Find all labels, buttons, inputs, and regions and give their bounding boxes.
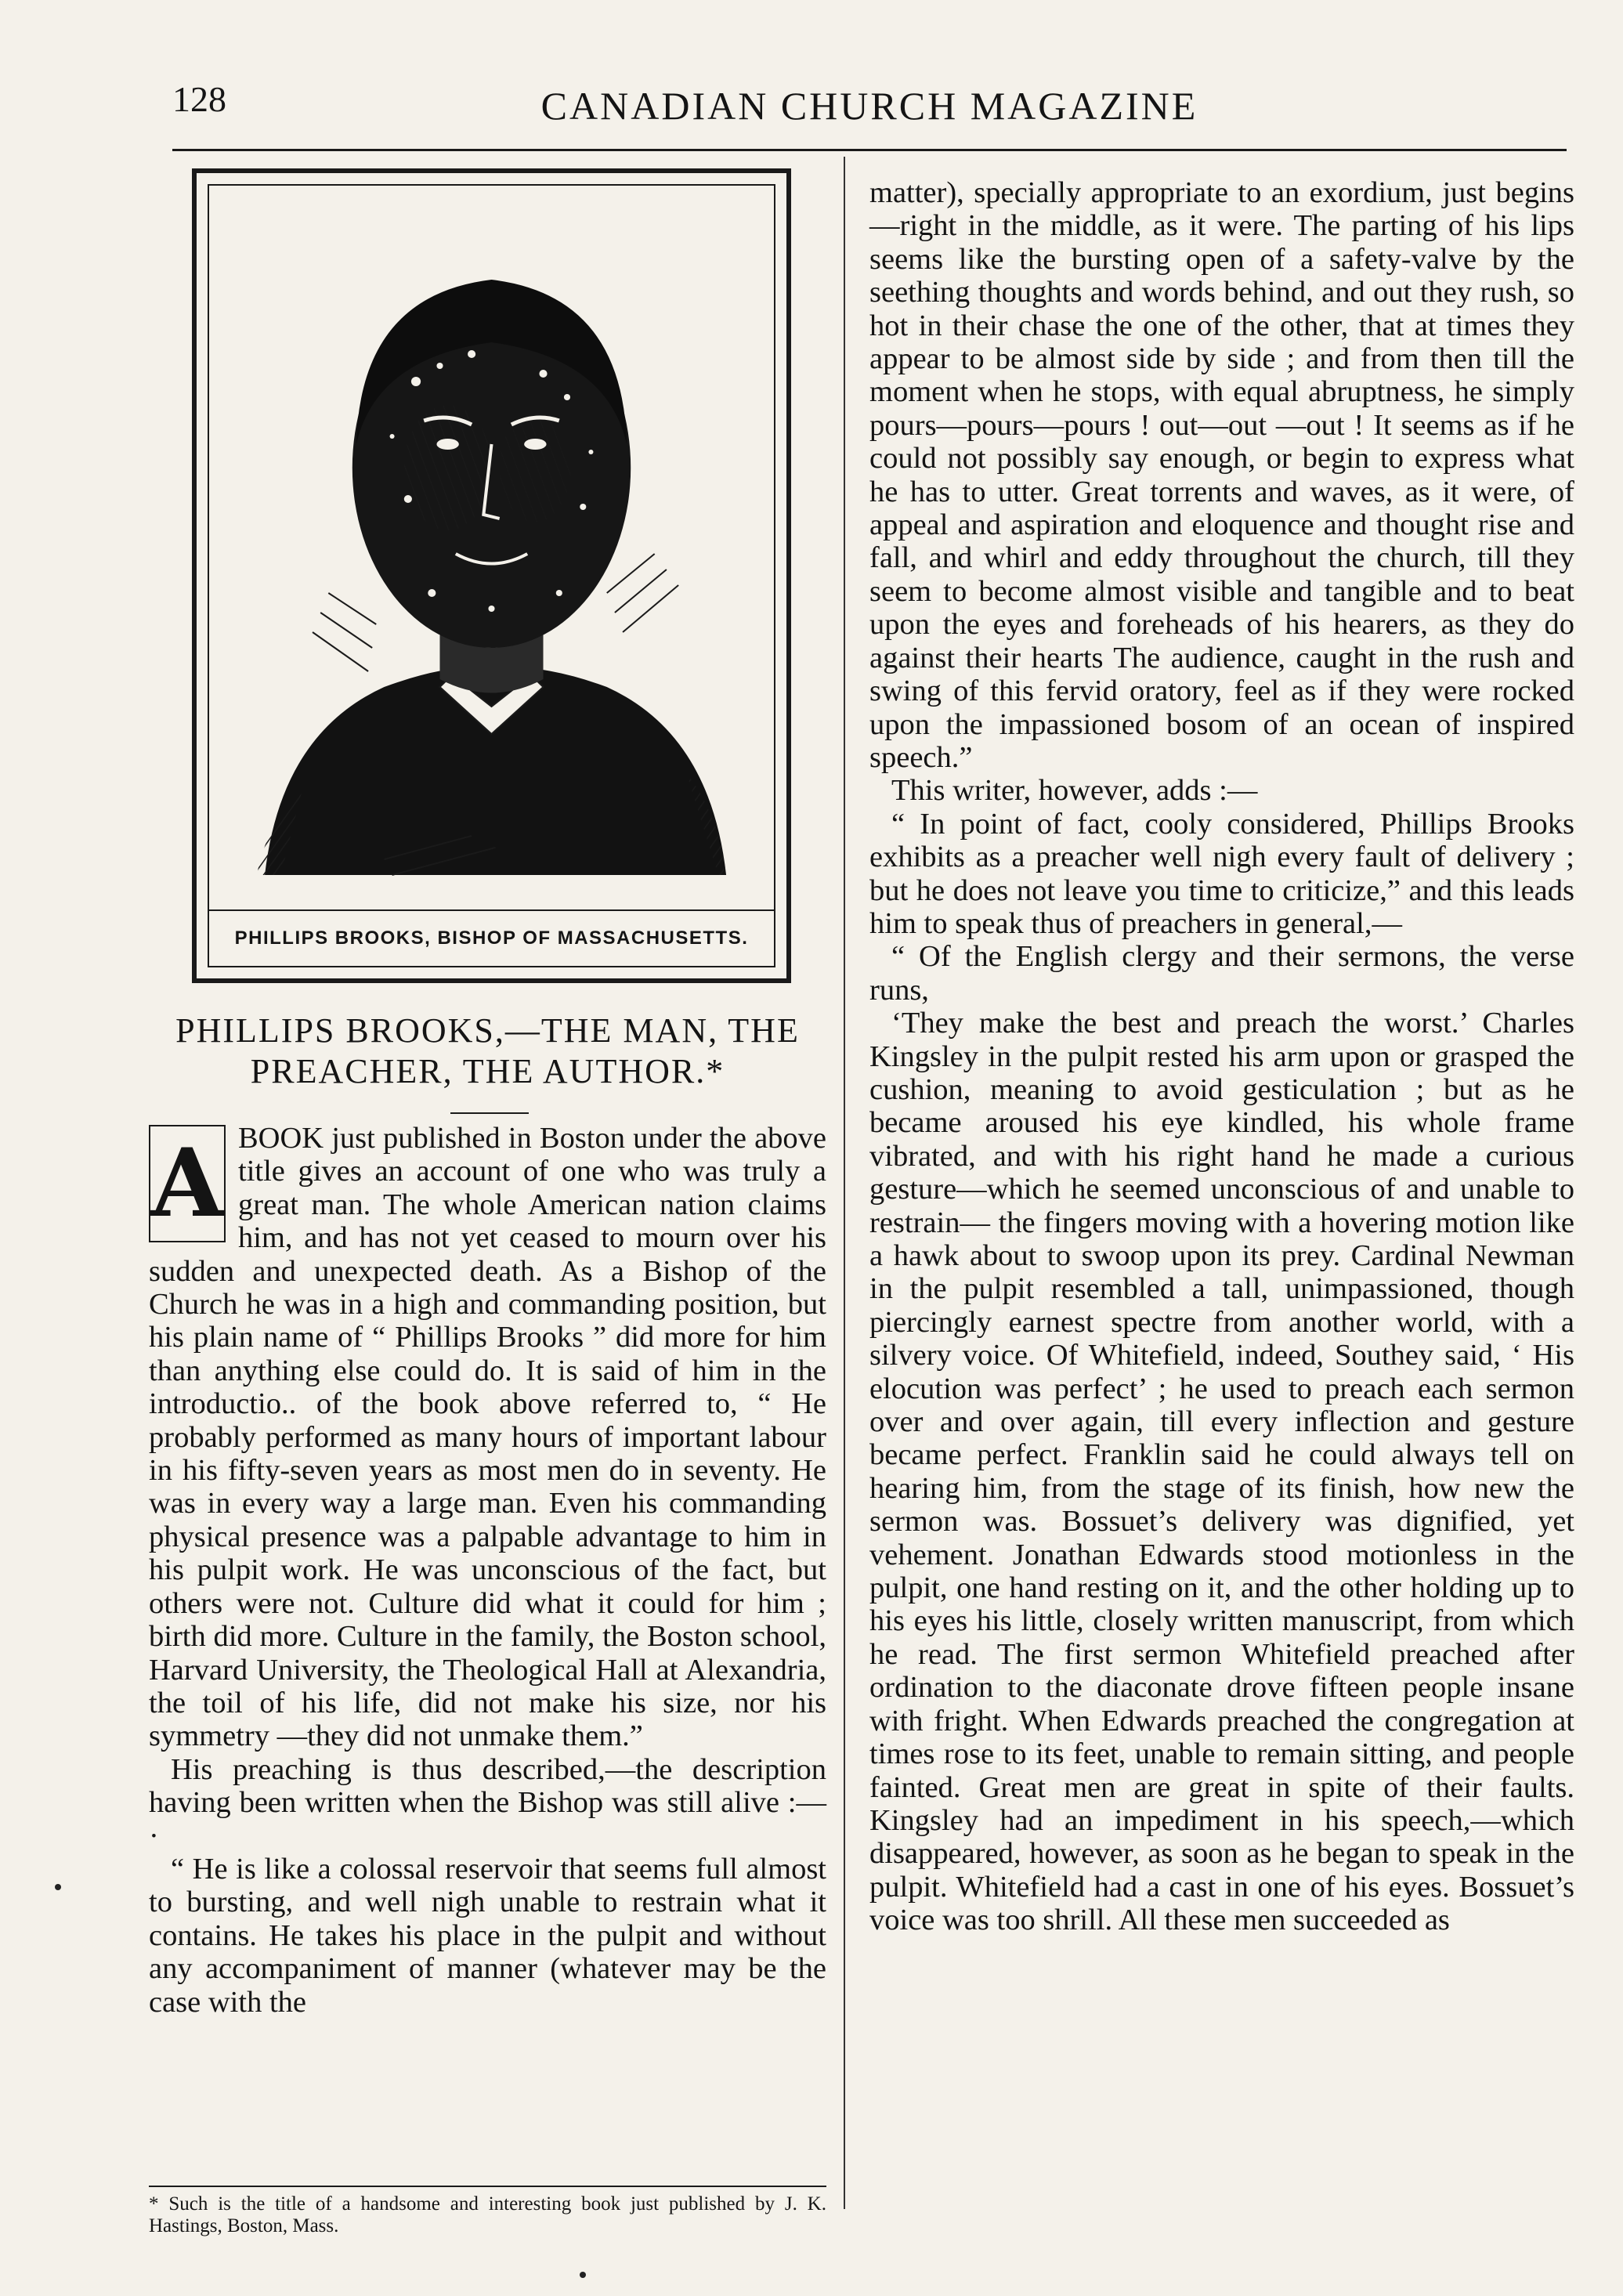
title-rule <box>450 1112 529 1114</box>
running-head: CANADIAN CHURCH MAGAZINE <box>540 84 1198 128</box>
right-paragraph: This writer, however, adds :— <box>891 774 1258 808</box>
portrait-engraving-icon <box>209 186 774 899</box>
portrait-frame <box>192 168 791 983</box>
right-column <box>869 176 1574 1937</box>
left-paragraph: His preaching is thus described,—the description having been written when the Bishop was still alive :— · <box>149 1752 826 1853</box>
column-divider <box>844 157 845 2209</box>
page-header <box>172 78 1567 141</box>
page-number: 128 <box>172 79 226 119</box>
right-paragraph: “ In point of fact, cooly considered, Phillips Brooks exhibits as a preacher well nigh every fault of delivery ; but he does not leave you time to criticize,” and this leads him to speak thus of preachers in general,— <box>869 807 1574 940</box>
right-paragraph: “ Of the English clergy and their sermons, the verse runs, <box>869 940 1574 1007</box>
article-title-line-1: PHILLIPS BROOKS,—THE MAN, THE <box>175 1011 800 1050</box>
portrait-caption: PHILLIPS BROOKS, BISHOP OF MASSACHUSETTS. <box>209 909 774 966</box>
drop-cap-letter: A <box>150 1128 224 1238</box>
margin-dot <box>55 1884 61 1890</box>
article-title <box>149 1011 826 1092</box>
right-paragraph: ‘They make the best and preach the worst.’ Charles Kingsley in the pulpit rested his arm upon or grasped the cushion, meaning to avoid gesticulation ; but as he became aroused his eye kindled, his whole frame vibrated, and with his right hand he made a curious gesture—which he seemed unconscious of and unable to restrain— the fingers moving with a hovering motion like a hawk about to swoop upon its prey. Cardinal Newman in the pulpit resembled a tall, unimpassioned, though piercingly earnest spectre from another world, with a silvery voice. Of Whitefield, indeed, Southey said, ‘ His elocution was perfect’ ; he used to preach each sermon over and over again, till every inflection and gesture became perfect. Franklin said he could always tell on hearing him, from the stage of its finish, how new the sermon was. Bossuet’s delivery was dignified, yet vehement. Jonathan Edwards stood motionless in the pulpit, one hand resting on it, and the other holding up to his eyes his little, closely written manuscript, from which he read. The first sermon Whitefield preached after ordination to the diaconate drove fifteen people insane with fright. When Edwards preached the congregation at times rose to its feet, unable to remain sitting, and people fainted. Great men are great in spite of their faults. Kingsley had an impediment in his speech,—which disappeared, however, as soon as he began to speak in the pulpit. Whitefield had a cast in one of his eyes. Bossuet’s voice was too shrill. All these men succeeded as <box>869 1007 1574 1937</box>
footnote-rule <box>149 2186 826 2187</box>
portrait-inner-border <box>208 184 775 967</box>
header-rule <box>172 149 1567 151</box>
article-title-line-2: PREACHER, THE AUTHOR.* <box>250 1052 725 1090</box>
left-paragraph: “ He is like a colossal reservoir that seems full almost to bursting, and well nigh unable to restrain what it contains. He takes his place in the pulpit and without any accompaniment of manner (whatever may be the case with the <box>149 1852 826 2019</box>
margin-dot <box>580 2272 586 2278</box>
right-paragraph: matter), specially appropriate to an exordium, just begins—right in the middle, as it were. The parting of his lips seems like the bursting open of a safety-valve by the seething thoughts and words behind, and out they rush, so hot in their chase the one of the other, that at times they appear to be almost side by side ; and from then till the moment when he stops, with equal abruptness, he simply pours—pours—pours ! out—out —out ! It seems as if he could not possibly say enough, or begin to express what he has to utter. Great torrents and waves, as it were, of appeal and aspiration and eloquence and thought rise and fall, and whirl and eddy throughout the church, till they seem to become almost visible and tangible and to beat upon the eyes and foreheads of his hearers, as they do against their hearts The audience, caught in the rush and swing of this fervid oratory, feel as if they were rocked upon the impassioned bosom of an ocean of inspired speech.” <box>869 176 1574 774</box>
drop-cap <box>149 1125 226 1242</box>
left-paragraph: BOOK just published in Boston under the above title gives an account of one who was truly a great man. The whole American nation claims him, and has not yet ceased to mourn over his sudden and unexpected death. As a Bishop of the Church he was in a high and commanding position, but his plain name of “ Phillips Brooks ” did more for him than anything else could do. It is said of him in the introductio.. of the book above referred to, “ He probably performed as many hours of important labour in his fifty-seven years as most men do in seventy. He was in every way a large man. Even his commanding physical presence was a palpable advantage to him in his pulpit work. He was unconscious of the fact, but others were not. Culture did what it could for him ; birth did more. Culture in the family, the Boston school, Harvard University, the Theological Hall at Alexandria, the toil of his life, did not make his size, nor his symmetry —they did not unmake them.” <box>149 1122 826 1753</box>
left-column <box>149 1122 826 2019</box>
footnote: * Such is the title of a handsome and interesting book just published by J. K. Hastings, Boston, Mass. <box>149 2193 826 2236</box>
